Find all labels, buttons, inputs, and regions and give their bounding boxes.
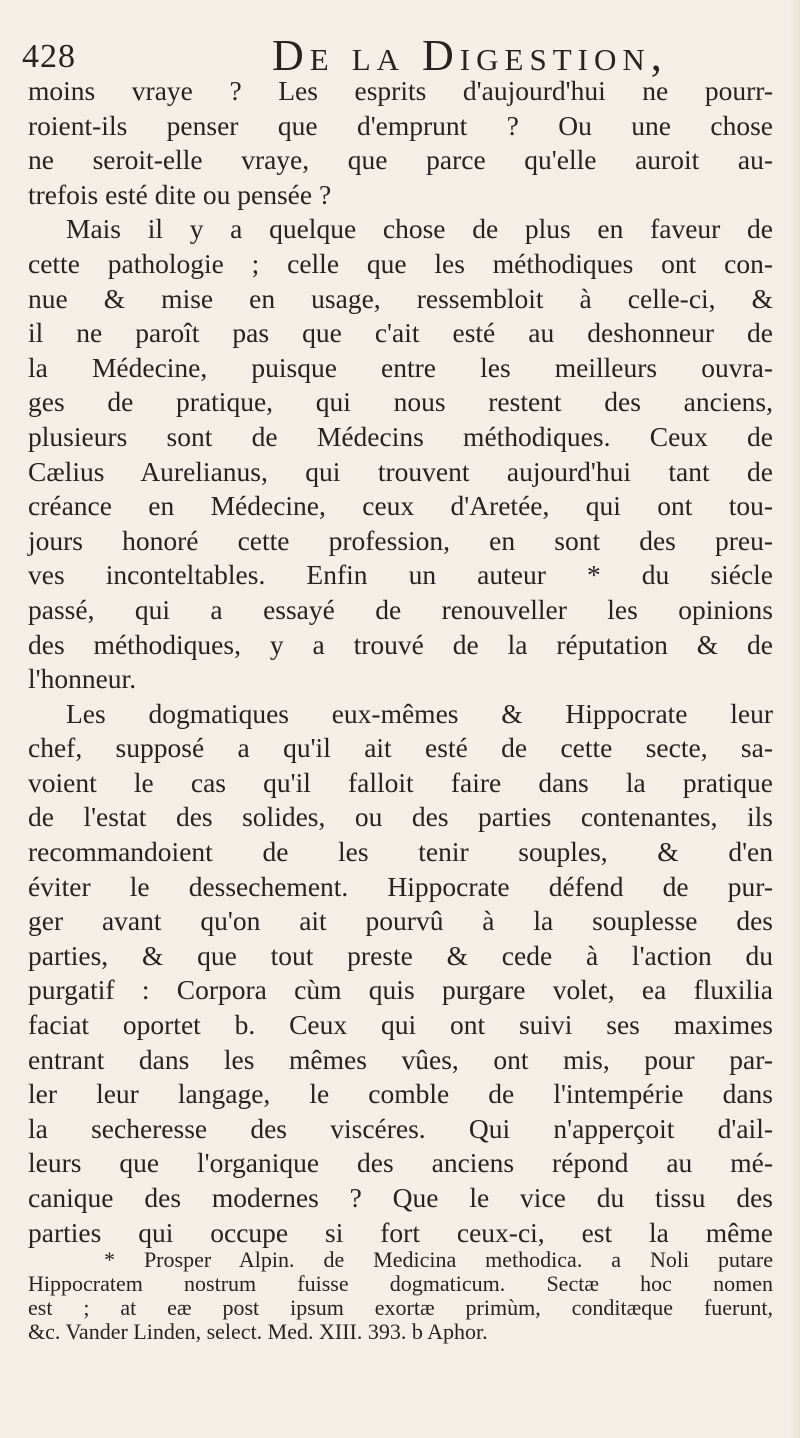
text-line: ges de pratique, qui nous restent des anciens,: [28, 386, 773, 418]
page-edge-shadow: [790, 0, 800, 1438]
text-line: la secheresse des viscéres. Qui n'apperçoit d'ail-: [28, 1112, 773, 1144]
text-line: moins vraye ? Les esprits d'aujourd'hui ne pourr-: [28, 75, 773, 106]
text-line: Les dogmatiques eux-mêmes & Hippocrate leur: [66, 697, 773, 729]
text-line: la Médecine, puisque entre les meilleurs ouvra-: [28, 351, 773, 383]
text-line: recommandoient de les tenir souples, & d'en: [28, 836, 773, 868]
text-line: l'honneur.: [28, 663, 137, 695]
text-line: purgatif : Corpora cùm quis purgare volet, ea fluxilia: [28, 974, 773, 1006]
running-head: De la Digestion,: [272, 31, 668, 80]
text-line: plusieurs sont de Médecins méthodiques. Ceux de: [28, 420, 773, 452]
text-line: de l'estat des solides, ou des parties contenantes, ils: [28, 801, 773, 833]
text-line: entrant dans les mêmes vûes, ont mis, pour par-: [28, 1043, 773, 1075]
footnote-line: Hippocratem nostrum fuisse dogmaticum. Sectæ hoc nomen: [28, 1271, 773, 1296]
text-line: nue & mise en usage, ressembloit à celle-ci, &: [28, 282, 773, 314]
text-line: canique des modernes ? Que le vice du tissu des: [28, 1182, 773, 1213]
page-number: 428: [22, 38, 76, 75]
text-line: parties qui occupe si fort ceux-ci, est la même: [28, 1216, 773, 1248]
text-line: chef, supposé a qu'il ait esté de cette secte, sa-: [28, 732, 773, 764]
text-line: Mais il y a quelque chose de plus en faveur de: [66, 213, 773, 245]
footnotes: [28, 1248, 773, 1344]
text-line: faciat oportet b. Ceux qui ont suivi ses maximes: [28, 1009, 773, 1041]
text-line: jours honoré cette profession, en sont des preu-: [28, 524, 773, 556]
text-line: passé, qui a essayé de renouveller les opinions: [28, 593, 773, 625]
text-line: trefois esté dite ou pensée ?: [28, 178, 332, 210]
text-line: roient-ils penser que d'emprunt ? Ou une chose: [28, 109, 773, 141]
text-line: parties, & que tout preste & cede à l'action du: [28, 939, 773, 971]
text-line: des méthodiques, y a trouvé de la réputation & de: [28, 628, 773, 660]
text-line: ne seroit-elle vraye, que parce qu'elle auroit au-: [28, 144, 773, 176]
text-line: ger avant qu'on ait pourvû à la souplesse des: [28, 905, 773, 937]
text-line: Cælius Aurelianus, qui trouvent aujourd'hui tant de: [28, 455, 773, 487]
footnote-line: &c. Vander Linden, select. Med. XIII. 393. b Aphor.: [28, 1319, 488, 1344]
text-line: cette pathologie ; celle que les méthodiques ont con-: [28, 247, 773, 279]
main-text: [28, 74, 773, 1250]
footnote-line: est ; at eæ post ipsum exortæ primùm, conditæque fuerunt,: [28, 1295, 773, 1320]
text-line: ler leur langage, le comble de l'intempérie dans: [28, 1078, 773, 1110]
text-line: voient le cas qu'il falloit faire dans la pratique: [28, 766, 773, 798]
footnote-line: * Prosper Alpin. de Medicina methodica. a Noli putare: [104, 1247, 773, 1272]
text-line: ves inconteltables. Enfin un auteur * du siécle: [28, 559, 773, 591]
text-line: éviter le dessechement. Hippocrate défend de pur-: [28, 870, 773, 902]
text-line: leurs que l'organique des anciens répond au mé-: [28, 1147, 773, 1179]
text-line: il ne paroît pas que c'ait esté au deshonneur de: [28, 317, 773, 349]
text-line: créance en Médecine, ceux d'Aretée, qui ont tou-: [28, 490, 773, 522]
